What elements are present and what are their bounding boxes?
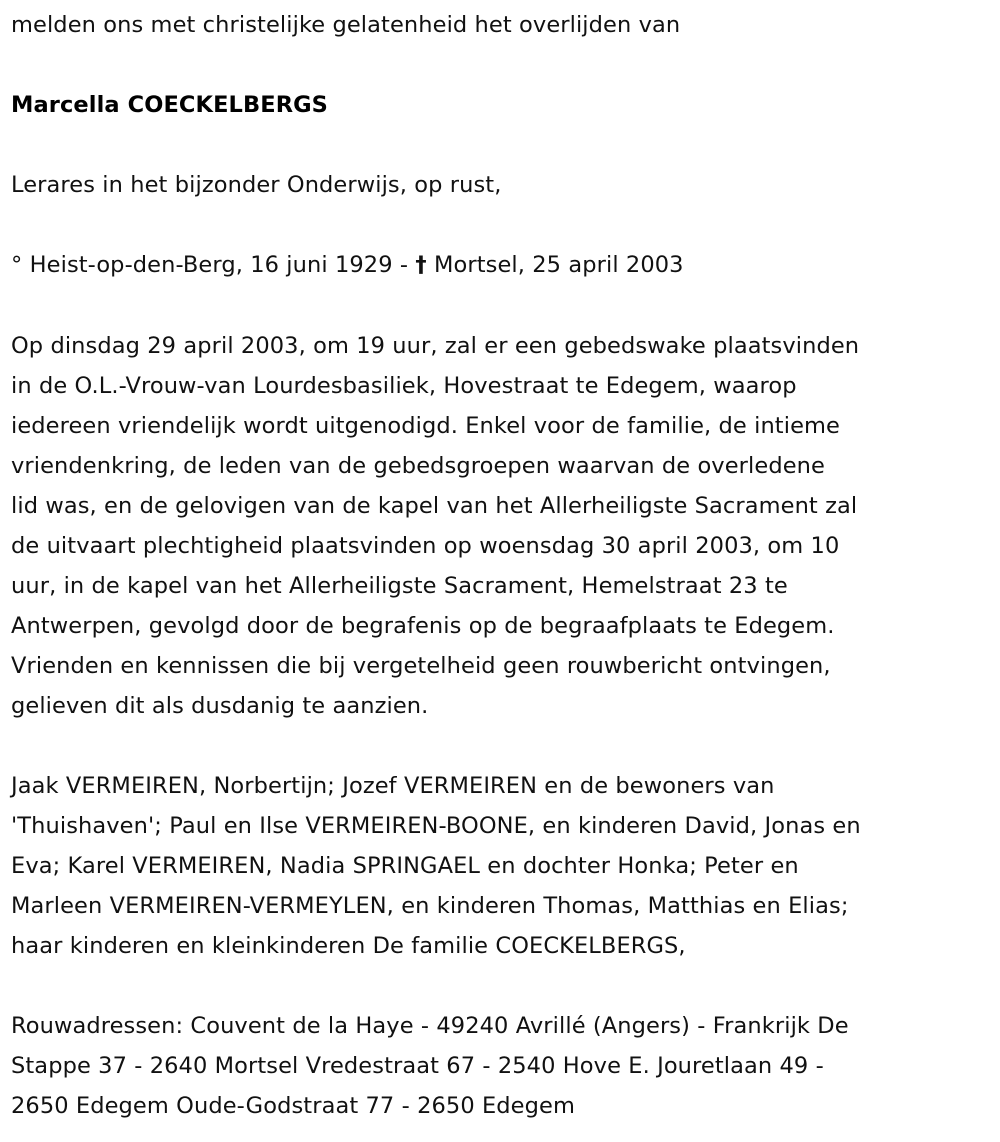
ceremony-line: uur, in de kapel van het Allerheiligste Sacrament, Hemelstraat 23 te [11, 573, 788, 599]
family-line: Marleen VERMEIREN-VERMEYLEN, en kinderen Thomas, Matthias en Elias; [11, 893, 849, 919]
birth-symbol-icon: ° [11, 252, 23, 278]
family-line: 'Thuishaven'; Paul en Ilse VERMEIREN-BOONE, en kinderen David, Jonas en [11, 813, 861, 839]
family-line: Jaak VERMEIREN, Norbertijn; Jozef VERMEIREN en de bewoners van [11, 773, 775, 799]
ceremony-line: vriendenkring, de leden van de gebedsgroepen waarvan de overledene [11, 453, 825, 479]
birth-death-line [11, 245, 684, 285]
birth-info: Heist-op-den-Berg, 16 juni 1929 - [29, 252, 409, 278]
death-info: Mortsel, 25 april 2003 [434, 252, 684, 278]
ceremony-line: de uitvaart plechtigheid plaatsvinden op woensdag 30 april 2003, om 10 [11, 533, 840, 559]
ceremony-line: Vrienden en kennissen die bij vergetelheid geen rouwbericht ontvingen, [11, 653, 831, 679]
address-line: 2650 Edegem Oude-Godstraat 77 - 2650 Edegem [11, 1093, 575, 1119]
occupation-text: Lerares in het bijzonder Onderwijs, op rust, [11, 172, 502, 198]
family-line: Eva; Karel VERMEIREN, Nadia SPRINGAEL en dochter Honka; Peter en [11, 853, 799, 879]
deceased-name: Marcella COECKELBERGS [11, 92, 328, 118]
address-line: Rouwadressen: Couvent de la Haye - 49240 Avrillé (Angers) - Frankrijk De [11, 1013, 849, 1039]
ceremony-line: in de O.L.-Vrouw-van Lourdesbasiliek, Hovestraat te Edegem, waarop [11, 373, 797, 399]
cross-icon: † [415, 252, 427, 278]
ceremony-line: gelieven dit als dusdanig te aanzien. [11, 693, 429, 719]
ceremony-line: Op dinsdag 29 april 2003, om 19 uur, zal er een gebedswake plaatsvinden [11, 333, 860, 359]
ceremony-line: Antwerpen, gevolgd door de begrafenis op de begraafplaats te Edegem. [11, 613, 835, 639]
address-line: Stappe 37 - 2640 Mortsel Vredestraat 67 - 2540 Hove E. Jouretlaan 49 - [11, 1053, 824, 1079]
intro-text: melden ons met christelijke gelatenheid het overlijden van [11, 12, 681, 38]
ceremony-line: lid was, en de gelovigen van de kapel van het Allerheiligste Sacrament zal [11, 493, 858, 519]
ceremony-line: iedereen vriendelijk wordt uitgenodigd. Enkel voor de familie, de intieme [11, 413, 840, 439]
family-line: haar kinderen en kleinkinderen De familie COECKELBERGS, [11, 933, 686, 959]
